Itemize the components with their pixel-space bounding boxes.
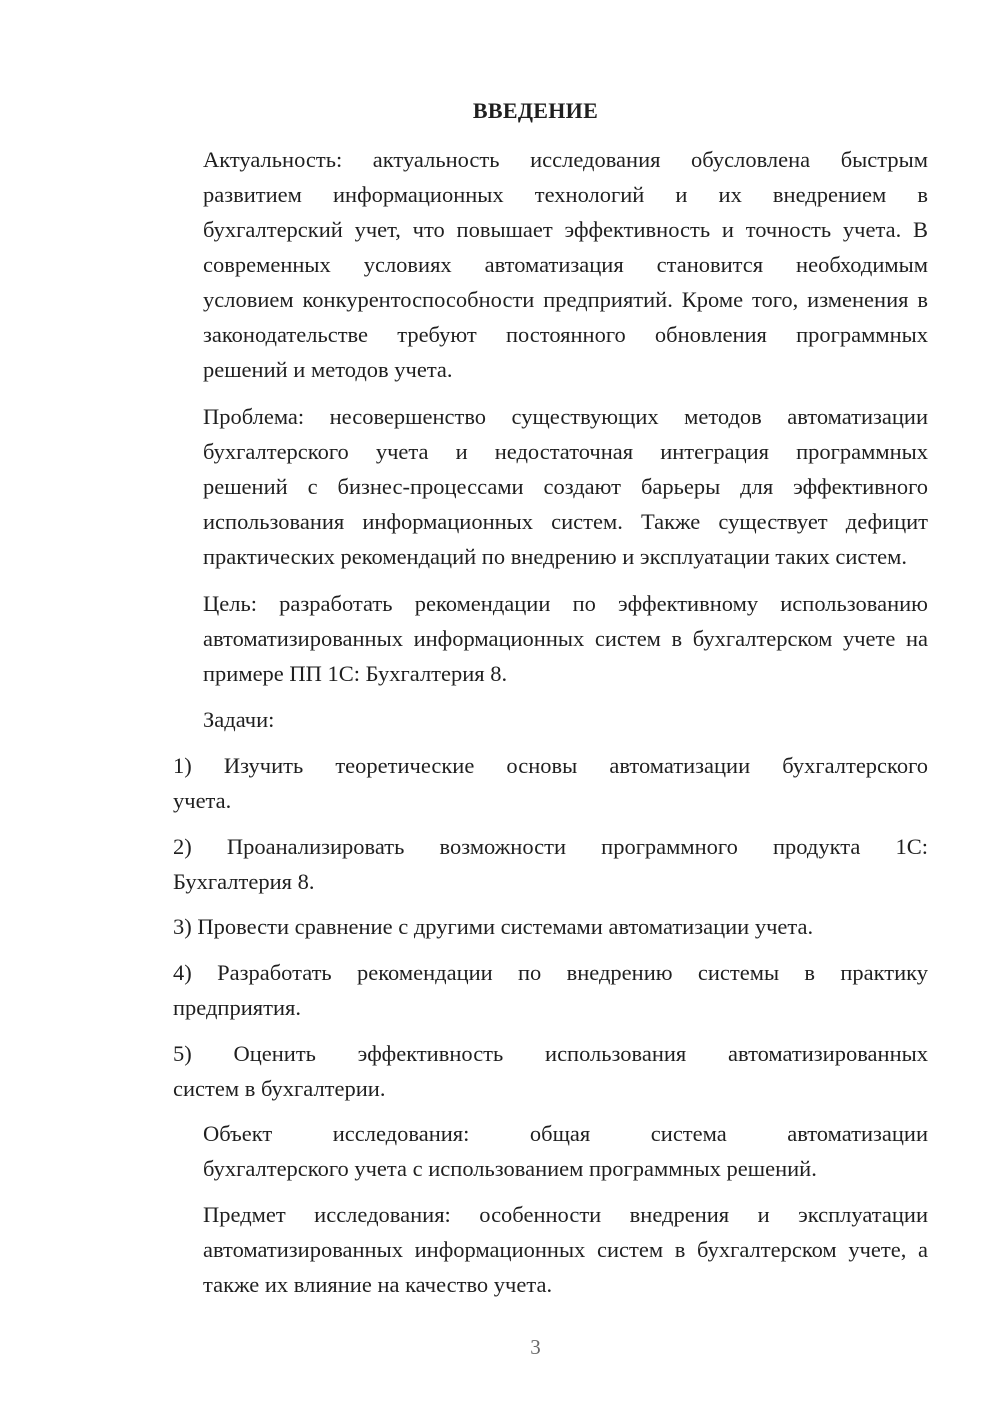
text-line: учета. <box>173 788 232 813</box>
task-item-3 <box>143 909 928 944</box>
text-line: Задачи: <box>203 707 275 732</box>
text-line: 5) Оценить эффективность использования автоматизированных <box>173 1041 928 1066</box>
paragraph-tasks-heading <box>143 702 928 737</box>
text-line: практических рекомендаций по внедрению и эксплуатации таких систем. <box>203 544 908 569</box>
task-item-4 <box>143 955 928 1025</box>
task-item-1 <box>143 748 928 818</box>
text-line: 1) Изучить теоретические основы автоматизации бухгалтерского <box>173 753 928 778</box>
paragraph-object <box>143 1116 928 1186</box>
text-line: бухгалтерский учет, что повышает эффективность и точность учета. В <box>203 217 928 242</box>
paragraph-relevance <box>143 142 928 387</box>
text-line: автоматизированных информационных систем в бухгалтерском учете на <box>203 626 928 651</box>
text-line: 2) Проанализировать возможности программного продукта 1С: <box>173 834 928 859</box>
task-item-5 <box>143 1036 928 1106</box>
text-line: Бухгалтерия 8. <box>173 869 315 894</box>
text-line: систем в бухгалтерии. <box>173 1076 386 1101</box>
text-line: также их влияние на качество учета. <box>203 1272 553 1297</box>
text-line: автоматизированных информационных систем в бухгалтерском учете, а <box>203 1237 928 1262</box>
text-line: 4) Разработать рекомендации по внедрению системы в практику <box>173 960 928 985</box>
task-item-2 <box>143 829 928 899</box>
text-line: решений с бизнес-процессами создают барьеры для эффективного <box>203 474 928 499</box>
paragraph-problem <box>143 399 928 574</box>
text-line: Цель: разработать рекомендации по эффективному использованию <box>203 591 928 616</box>
text-line: Объект исследования: общая система автоматизации <box>203 1121 928 1146</box>
text-line: предприятия. <box>173 995 301 1020</box>
text-line: условием конкурентоспособности предприятий. Кроме того, изменения в <box>203 287 928 312</box>
paragraph-subject <box>143 1197 928 1302</box>
text-line: решений и методов учета. <box>203 357 453 382</box>
text-line: развитием информационных технологий и их внедрением в <box>203 182 928 207</box>
text-line: законодательстве требуют постоянного обновления программных <box>203 322 928 347</box>
text-line: Проблема: несовершенство существующих методов автоматизации <box>203 404 928 429</box>
paragraph-goal <box>143 586 928 691</box>
text-line: 3) Провести сравнение с другими системами автоматизации учета. <box>173 914 814 939</box>
text-line: современных условиях автоматизация становится необходимым <box>203 252 928 277</box>
text-line: примере ПП 1С: Бухгалтерия 8. <box>203 661 508 686</box>
text-line: Предмет исследования: особенности внедрения и эксплуатации <box>203 1202 928 1227</box>
text-line: бухгалтерского учета с использованием программных решений. <box>203 1156 817 1181</box>
page-number: 3 <box>530 1335 541 1359</box>
text-line: использования информационных систем. Также существует дефицит <box>203 509 928 534</box>
text-line: Актуальность: актуальность исследования обусловлена быстрым <box>203 147 928 172</box>
text-line: бухгалтерского учета и недостаточная интеграция программных <box>203 439 928 464</box>
section-heading: ВВЕДЕНИЕ <box>472 98 599 123</box>
